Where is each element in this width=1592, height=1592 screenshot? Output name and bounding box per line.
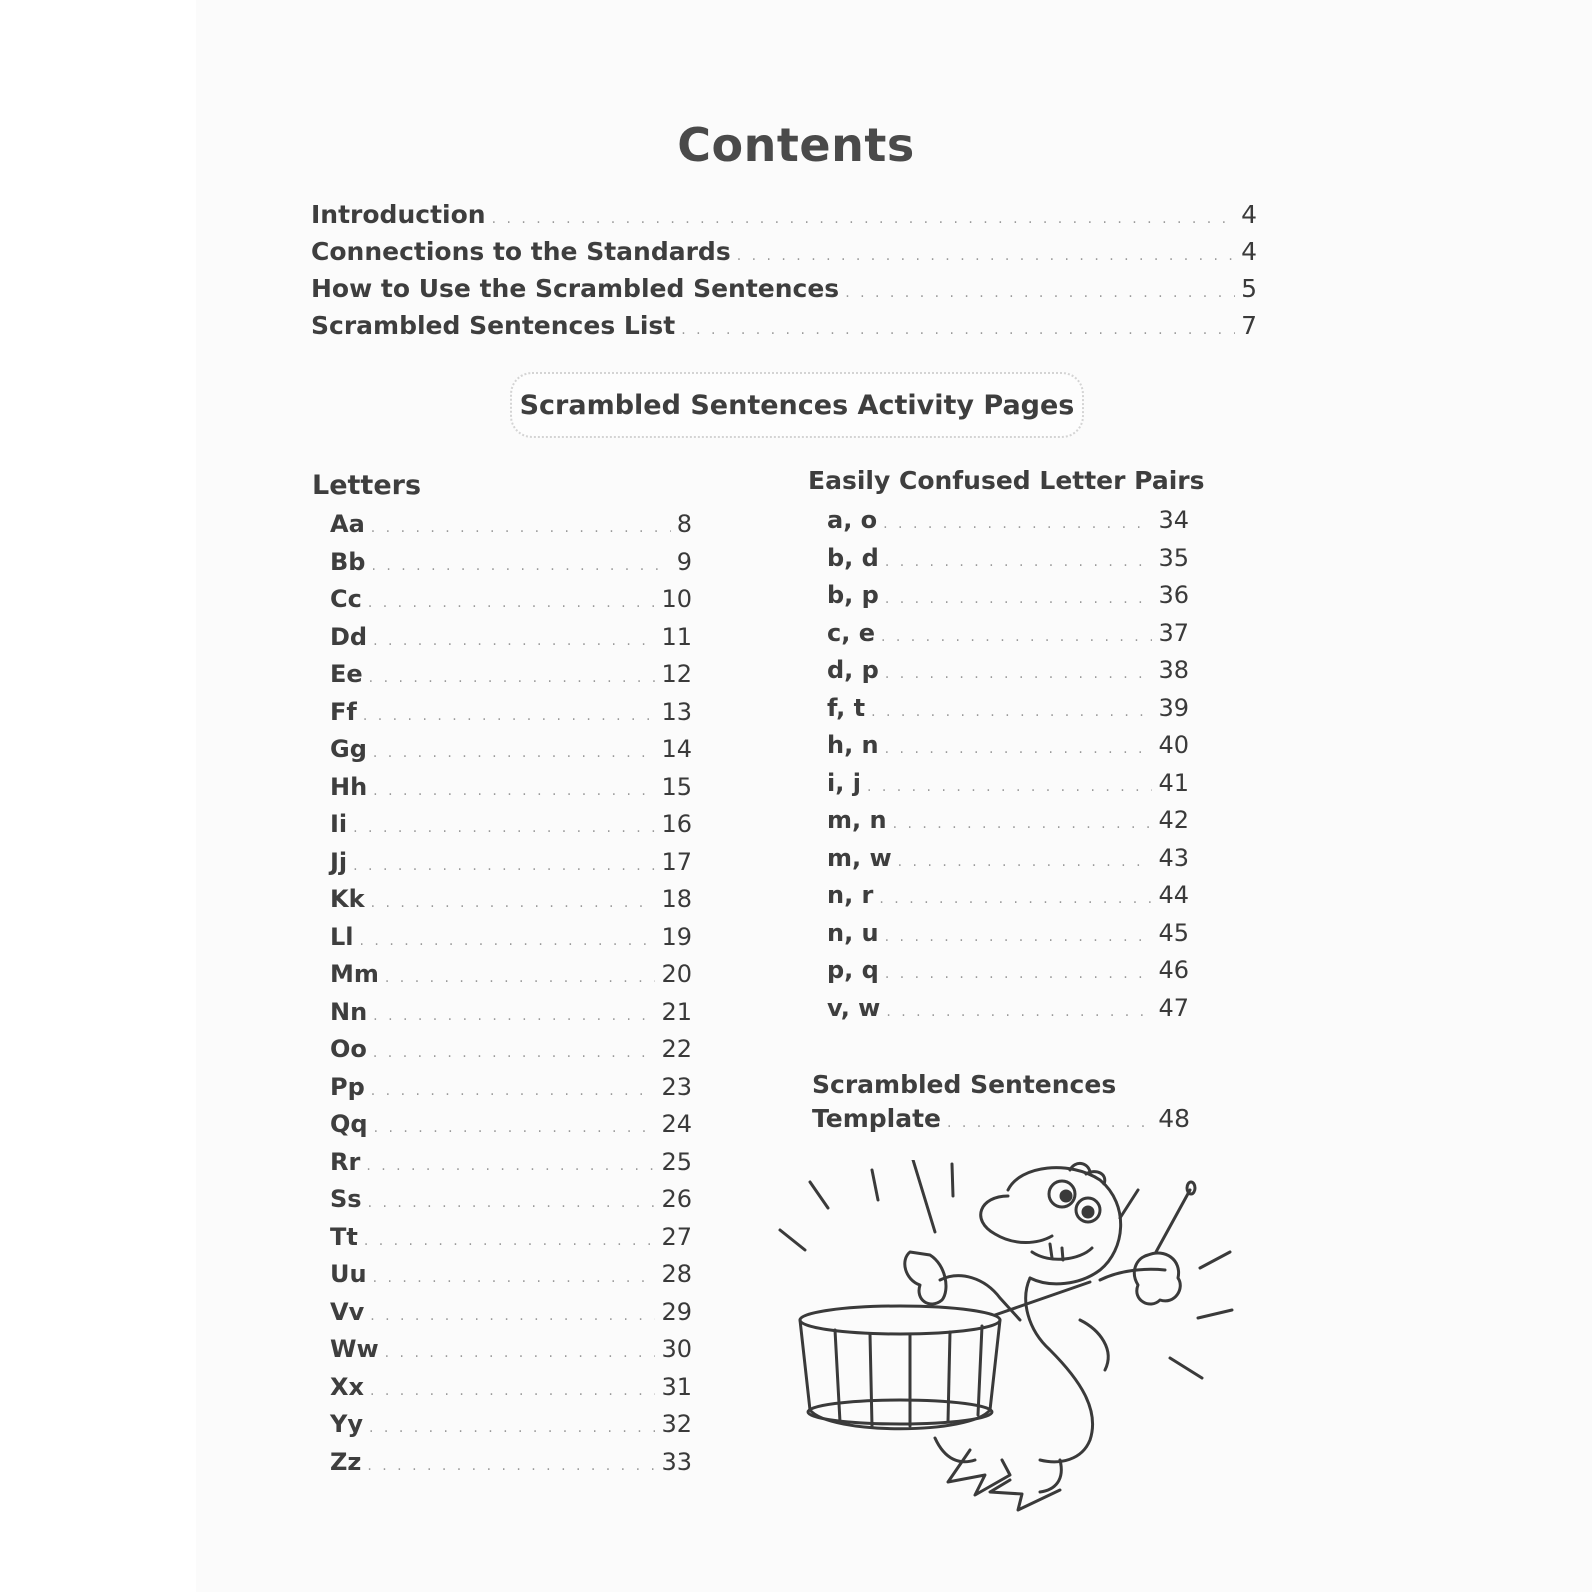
toc-entry-page: 23: [661, 1072, 692, 1101]
toc-entry-label: Uu: [330, 1260, 367, 1288]
toc-entry-label: Oo: [330, 1035, 367, 1063]
toc-entry-label: i, j: [827, 768, 861, 797]
toc-entry-page: 32: [661, 1410, 692, 1438]
toc-entry-page: 4: [1241, 200, 1257, 229]
toc-entry[interactable]: [827, 844, 1189, 872]
letters-heading: Letters: [312, 470, 422, 501]
leader-dots: [947, 1115, 1152, 1131]
toc-entry[interactable]: [330, 923, 692, 951]
leader-dots: [371, 895, 656, 911]
toc-entry[interactable]: [330, 698, 692, 726]
toc-entry-page: 35: [1158, 543, 1189, 572]
leader-dots: [879, 891, 1152, 907]
toc-entry-label: p, q: [827, 956, 879, 984]
leader-dots: [373, 1008, 655, 1024]
toc-entry-label: m, w: [827, 843, 892, 872]
toc-entry[interactable]: [330, 1298, 692, 1326]
leader-dots: [367, 1458, 655, 1474]
leader-dots: [364, 1233, 656, 1249]
toc-entry-page: 10: [661, 585, 692, 613]
toc-entry-page: 7: [1241, 311, 1257, 340]
toc-entry-page: 20: [661, 960, 692, 988]
toc-entry-page: 8: [676, 510, 692, 538]
toc-entry[interactable]: [330, 1335, 692, 1363]
toc-entry-label: Vv: [330, 1297, 365, 1326]
toc-entry-label: Scrambled Sentences List: [311, 311, 676, 340]
toc-entry-label: Yy: [330, 1410, 364, 1438]
toc-entry-label: Qq: [330, 1110, 368, 1138]
leader-dots: [385, 970, 656, 986]
toc-entry-label: How to Use the Scrambled Sentences: [311, 274, 840, 303]
toc-entry-page: 45: [1158, 918, 1189, 947]
toc-entry[interactable]: [827, 656, 1189, 684]
toc-entry-how-to-use[interactable]: [311, 274, 1257, 303]
leader-dots: [371, 520, 671, 536]
toc-entry[interactable]: [827, 769, 1189, 797]
toc-entry-label: b, d: [827, 543, 879, 572]
toc-entry-label: m, n: [827, 806, 887, 834]
toc-entry-page: 42: [1158, 806, 1189, 834]
leader-dots: [368, 595, 656, 611]
section-heading: Scrambled Sentences Activity Pages: [519, 389, 1075, 421]
leader-dots: [373, 1270, 656, 1286]
leader-dots: [867, 779, 1153, 795]
toc-entry[interactable]: [330, 1260, 692, 1288]
toc-entry[interactable]: [330, 810, 692, 838]
toc-entry[interactable]: [330, 1148, 692, 1176]
toc-entry-label: d, p: [827, 656, 879, 684]
toc-entry-label: n, u: [827, 918, 879, 947]
toc-entry-label: Aa: [330, 510, 365, 538]
toc-entry-label: Zz: [330, 1447, 362, 1476]
toc-entry-label: Ee: [330, 660, 363, 688]
toc-entry-label: Ss: [330, 1185, 362, 1213]
toc-entry-page: 38: [1158, 656, 1189, 684]
template-heading: Scrambled Sentences: [812, 1070, 1117, 1099]
leader-dots: [371, 1083, 656, 1099]
toc-entry[interactable]: [330, 1185, 692, 1213]
leader-dots: [363, 708, 656, 724]
toc-entry-page: 28: [661, 1260, 692, 1288]
toc-entry-page: 46: [1158, 956, 1189, 984]
leader-dots: [886, 1004, 1152, 1020]
toc-entry-page: 9: [676, 547, 692, 576]
toc-entry[interactable]: [330, 1223, 692, 1251]
leader-dots: [360, 933, 656, 949]
toc-entry[interactable]: [827, 694, 1189, 722]
toc-entry[interactable]: [330, 1035, 692, 1063]
page-title: Contents: [677, 118, 915, 172]
toc-entry[interactable]: [827, 806, 1189, 834]
toc-entry[interactable]: [827, 731, 1189, 759]
toc-entry[interactable]: [330, 960, 692, 988]
leader-dots: [368, 1195, 656, 1211]
toc-entry-page: 22: [661, 1035, 692, 1063]
leader-dots: [373, 1045, 656, 1061]
toc-entry-label: Connections to the Standards: [311, 237, 731, 266]
toc-entry-page: 47: [1158, 993, 1189, 1022]
toc-entry-label: Kk: [330, 885, 365, 913]
toc-entry-page: 15: [661, 772, 692, 801]
toc-entry-page: 30: [661, 1335, 692, 1363]
toc-entry[interactable]: [330, 623, 692, 651]
toc-entry[interactable]: [827, 919, 1189, 947]
leader-dots: [871, 704, 1152, 720]
leader-dots: [885, 554, 1153, 570]
toc-entry-page: 36: [1158, 581, 1189, 609]
toc-entry-label: Ff: [330, 697, 357, 726]
toc-entry[interactable]: [827, 994, 1189, 1022]
leader-dots: [845, 285, 1235, 301]
toc-entry-page: 21: [661, 997, 692, 1026]
toc-entry-label: Jj: [330, 847, 348, 876]
toc-entry-page: 11: [661, 622, 692, 651]
toc-entry-page: 39: [1158, 693, 1189, 722]
leader-dots: [681, 322, 1235, 338]
toc-entry-label: Ww: [330, 1335, 379, 1363]
leader-dots: [492, 211, 1236, 227]
leader-dots: [370, 1383, 655, 1399]
toc-entry-page: 48: [1158, 1104, 1190, 1133]
toc-entry[interactable]: [330, 510, 692, 538]
leader-dots: [737, 248, 1235, 264]
toc-entry[interactable]: [330, 998, 692, 1026]
leader-dots: [881, 629, 1152, 645]
section-heading-badge: [510, 372, 1084, 438]
toc-entry[interactable]: [330, 1373, 692, 1401]
toc-entry-page: 4: [1241, 237, 1257, 266]
toc-entry[interactable]: [330, 1073, 692, 1101]
toc-entry[interactable]: [827, 581, 1189, 609]
toc-entry-label: n, r: [827, 881, 874, 909]
toc-entry-page: 14: [661, 735, 692, 763]
leader-dots: [371, 558, 670, 574]
toc-entry-label: f, t: [827, 693, 866, 722]
toc-entry-label: v, w: [827, 993, 881, 1022]
toc-entry-standards[interactable]: [311, 237, 1257, 266]
toc-entry-label: Rr: [330, 1147, 361, 1176]
toc-entry[interactable]: [330, 548, 692, 576]
toc-entry[interactable]: [330, 773, 692, 801]
toc-entry-label: Gg: [330, 735, 367, 763]
toc-entry-page: 43: [1158, 843, 1189, 872]
toc-entry-page: 12: [661, 660, 692, 688]
toc-entry-label: Xx: [330, 1372, 364, 1401]
leader-dots: [385, 1345, 656, 1361]
toc-entry-label: Bb: [330, 547, 366, 576]
toc-entry-label: Mm: [330, 960, 379, 988]
toc-entry-page: 37: [1158, 618, 1189, 647]
toc-entry-page: 33: [661, 1447, 692, 1476]
toc-entry[interactable]: [827, 956, 1189, 984]
toc-entry-label: Introduction: [311, 200, 486, 229]
toc-entry-page: 31: [661, 1372, 692, 1401]
toc-entry[interactable]: [330, 735, 692, 763]
toc-entry[interactable]: [330, 660, 692, 688]
toc-entry[interactable]: [827, 619, 1189, 647]
toc-entry-label: h, n: [827, 731, 879, 759]
toc-entry[interactable]: [330, 848, 692, 876]
leader-dots: [885, 966, 1153, 982]
leader-dots: [885, 666, 1153, 682]
toc-entry-label: Cc: [330, 585, 362, 613]
toc-entry[interactable]: [330, 1410, 692, 1438]
toc-entry-label: Pp: [330, 1072, 365, 1101]
leader-dots: [885, 741, 1153, 757]
toc-entry-label: Template: [812, 1104, 941, 1133]
toc-entry-page: 17: [661, 847, 692, 876]
toc-entry-page: 19: [661, 922, 692, 951]
toc-entry[interactable]: [827, 881, 1189, 909]
toc-entry-label: Ii: [330, 810, 348, 838]
toc-entry[interactable]: [330, 1448, 692, 1476]
toc-entry-template[interactable]: [812, 1104, 1190, 1133]
toc-entry-introduction[interactable]: [311, 200, 1257, 229]
toc-entry[interactable]: [330, 885, 692, 913]
toc-entry[interactable]: [330, 1110, 692, 1138]
leader-dots: [883, 516, 1152, 532]
leader-dots: [893, 816, 1153, 832]
leader-dots: [373, 633, 655, 649]
toc-entry-page: 29: [661, 1297, 692, 1326]
leader-dots: [374, 1120, 656, 1136]
letter-pairs-heading: Easily Confused Letter Pairs: [808, 466, 1205, 495]
toc-entry[interactable]: [827, 544, 1189, 572]
leader-dots: [370, 1308, 655, 1324]
toc-entry-page: 24: [661, 1110, 692, 1138]
toc-entry-page: 5: [1241, 274, 1257, 303]
leader-dots: [898, 854, 1153, 870]
leader-dots: [366, 1158, 655, 1174]
toc-entry-page: 13: [661, 697, 692, 726]
duck-drummer-illustration: [770, 1160, 1270, 1520]
leader-dots: [353, 858, 655, 874]
leader-dots: [353, 820, 655, 836]
toc-entry-sentences-list[interactable]: [311, 311, 1257, 340]
toc-entry-label: Ll: [330, 922, 354, 951]
toc-entry-page: 25: [661, 1147, 692, 1176]
toc-entry-label: c, e: [827, 618, 875, 647]
toc-entry-label: Hh: [330, 772, 368, 801]
toc-entry-page: 26: [661, 1185, 692, 1213]
toc-entry-label: a, o: [827, 506, 878, 534]
toc-entry-page: 44: [1158, 881, 1189, 909]
toc-entry-page: 40: [1158, 731, 1189, 759]
leader-dots: [373, 783, 655, 799]
toc-entry[interactable]: [330, 585, 692, 613]
leader-dots: [369, 670, 656, 686]
toc-entry-label: b, p: [827, 581, 879, 609]
toc-entry[interactable]: [827, 506, 1189, 534]
leader-dots: [885, 929, 1153, 945]
toc-entry-page: 18: [661, 885, 692, 913]
toc-entry-page: 27: [661, 1222, 692, 1251]
toc-entry-label: Nn: [330, 997, 368, 1026]
leader-dots: [373, 745, 656, 761]
leader-dots: [369, 1420, 655, 1436]
leader-dots: [885, 591, 1153, 607]
toc-entry-page: 16: [661, 810, 692, 838]
toc-entry-label: Dd: [330, 622, 368, 651]
toc-entry-page: 41: [1158, 768, 1189, 797]
toc-entry-label: Tt: [330, 1222, 358, 1251]
toc-entry-page: 34: [1158, 506, 1189, 534]
